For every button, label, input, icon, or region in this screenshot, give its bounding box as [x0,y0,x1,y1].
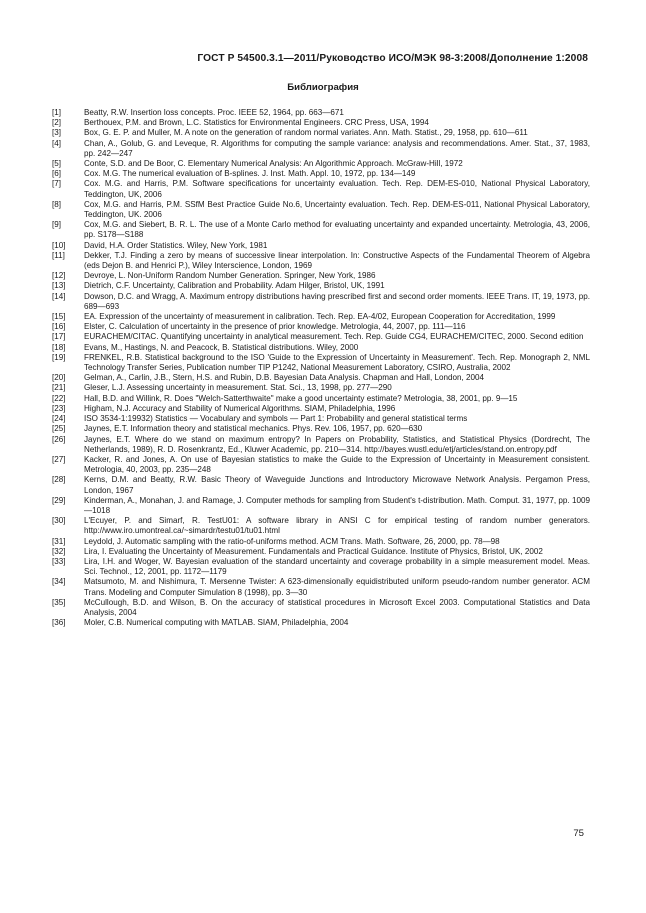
entry-number: [33] [52,556,66,566]
entry-number: [20] [52,373,66,383]
entry-number: [4] [52,138,61,148]
entry-text: Dowson, D.C. and Wragg, A. Maximum entropy distributions having prescribed first and second order moments. IEEE Trans. IT, 19, 1973, pp. 689—693 [84,291,590,311]
entry-number: [8] [52,199,61,209]
bibliography-entry [52,373,590,383]
bibliography-entry [52,220,590,240]
entry-number: [34] [52,577,66,587]
entry-text: Lira, I. Evaluating the Uncertainty of Measurement. Fundamentals and Practical Guidance. Institute of Physics, Bristol, UK, 2002 [84,546,543,556]
bibliography-entry [52,435,590,455]
entry-number: [13] [52,281,66,291]
entry-number: [12] [52,271,66,281]
entry-number: [2] [52,118,61,128]
entry-number: [5] [52,159,61,169]
entry-number: [35] [52,597,66,607]
bibliography-entry [52,537,590,547]
entry-text: Kacker, R. and Jones, A. On use of Bayesian statistics to make the Guide to the Expression of Uncertainty in Measurement consistent. Metrologia, 40, 2003, pp. 235—248 [84,454,590,475]
entry-number: [10] [52,240,66,250]
bibliography-entry [52,404,590,414]
bibliography-entry [52,281,590,291]
bibliography-entry [52,271,590,281]
bibliography-entry [52,332,590,342]
entry-text: Beatty, R.W. Insertion loss concepts. Proc. IEEE 52, 1964, pp. 663—671 [84,108,344,117]
entry-number: [32] [52,546,66,556]
entry-number: [9] [52,220,61,230]
entry-number: [31] [52,536,66,546]
bibliography-entry [52,292,590,312]
entry-text: EURACHEM/CITAC. Quantifying uncertainty in analytical measurement. Tech. Rep. Guide CG4, EURACHEM/CITEC, 2000. Second edition [84,332,584,342]
entry-text: Conte, S.D. and De Boor, C. Elementary Numerical Analysis: An Algorithmic Approach. McGraw-Hill, 1972 [84,159,463,169]
bibliography-entry [52,577,590,597]
entry-text: Higham, N.J. Accuracy and Stability of Numerical Algorithms. SIAM, Philadelphia, 1996 [84,403,396,413]
entry-number: [36] [52,618,66,628]
bibliography-list [52,108,590,628]
entry-number: [28] [52,475,66,485]
bibliography-entry [52,516,590,536]
bibliography-entry [52,547,590,557]
entry-number: [17] [52,332,66,342]
entry-text: Cox. M.G. and Harris, P.M. Software specifications for uncertainty evaluation. Tech. Rep. DEM-ES-010, National Physical Laboratory, Teddington, UK, 2006 [84,179,590,199]
entry-text: Hall, B.D. and Willink, R. Does "Welch-Satterthwaite" make a good uncertainty estimate? Metrologia, 38, 2001, pp. 9—15 [84,393,518,403]
bibliography-entry [52,383,590,393]
bibliography-entry [52,557,590,577]
entry-number: [3] [52,128,61,138]
entry-number: [14] [52,291,66,301]
bibliography-entry [52,169,590,179]
bibliography-entry [52,598,590,618]
entry-number: [25] [52,424,66,434]
entry-text: Dietrich, C.F. Uncertainty, Calibration and Probability. Adam Hilger, Bristol, UK, 1991 [84,281,385,291]
entry-text: L'Ecuyer, P. and Simarf, R. TestU01: A software library in ANSI C for empirical testing of random number generators. http://www.iro.umontreal.ca/~simardr/testu01/tu01.html [84,516,590,536]
entry-number: [24] [52,414,66,424]
bibliography-entry [52,343,590,353]
bibliography-entry [52,394,590,404]
entry-text: Matsumoto, M. and Nishimura, T. Mersenne Twister: A 623-dimensionally equidistributed uniform pseudo-random number generator. ACM Trans. Modeling and Computer Simulation 8 (1998), pp. 3—30 [84,577,590,597]
entry-text: ISO 3534-1:19932) Statistics — Vocabulary and symbols — Part 1: Probability and general statistical terms [84,414,468,424]
entry-text: Box, G. E. P. and Muller, M. A note on the generation of random normal variates. Ann. Math. Statist., 29, 1958, pp. 610—611 [84,128,528,138]
entry-number: [21] [52,383,66,393]
entry-number: [26] [52,434,66,444]
entry-number: [7] [52,179,61,189]
page-title: Библиография [287,82,359,93]
bibliography-entry [52,200,590,220]
bibliography-entry [52,241,590,251]
bibliography-entry [52,108,590,118]
entry-text: Devroye, L. Non-Uniform Random Number Generation. Springer, New York, 1986 [84,271,376,281]
bibliography-entry [52,496,590,516]
bibliography-entry [52,414,590,424]
entry-text: Chan, A., Golub, G. and Leveque, R. Algorithms for computing the sample variance: analysis and recommendations. Amer. Stat., 37, 1983, pp. 242—247 [84,138,590,158]
entry-text: Lira, I.H. and Woger, W. Bayesian evaluation of the standard uncertainty and coverage probability in a simple measurement model. Meas. Sci. Technol., 12, 2001, pp. 1172—1179 [84,556,590,577]
entry-text: Kinderman, A., Monahan, J. and Ramage, J. Computer methods for sampling from Student's t-distribution. Math. Comput. 31, 1977, pp. 1009—1018 [84,495,590,515]
entry-number: [15] [52,312,66,322]
entry-text: McCullough, B.D. and Wilson, B. On the accuracy of statistical procedures in Microsoft Excel 2003. Computational Statistics and Data Analysis, 2004 [84,597,590,617]
bibliography-entry [52,179,590,199]
bibliography-entry [52,353,590,373]
entry-text: Elster, C. Calculation of uncertainty in the presence of prior knowledge. Metrologia, 44, 2007, pp. 111—116 [84,322,466,332]
entry-text: Jaynes, E.T. Information theory and statistical mechanics. Phys. Rev. 106, 1957, pp. 620—630 [84,424,423,434]
entry-text: EA. Expression of the uncertainty of measurement in calibration. Tech. Rep. EA-4/02, European Cooperation for Accreditation, 1999 [84,312,556,322]
entry-text: FRENKEL, R.B. Statistical background to the ISO 'Guide to the Expression of Uncertainty in Measurement'. Tech. Rep. Monograph 2, NML Technology Transfer Series, Publication number TIP P1242, National Measurement Laboratory, CSIRO, Australia, 2002 [84,352,590,373]
entry-text: Jaynes, E.T. Where do we stand on maximum entropy? In Papers on Probability, Statistics, and Statistical Physics (Dordrecht, The Netherlands, 1989), R. D. Rosenkrantz, Ed., Kluwer Academic, pp. 210—314. http://bayes.wustl.edu/etj/articles/stand.on.entropy.pdf [84,434,590,454]
bibliography-entry [52,322,590,332]
entry-text: Cox, M.G. and Siebert, B. R. L. The use of a Monte Carlo method for evaluating uncertainty and expanded uncertainty. Metrologia, 43, 2006, pp. S178—S188 [84,220,590,240]
entry-number: [11] [52,250,65,260]
entry-text: Dekker, T.J. Finding a zero by means of successive linear interpolation. In: Constructive Aspects of the Fundamental Theorem of Algebra (eds Dejon B. and Henrici P.), Wiley Interscience, London, 1969 [84,250,590,271]
entry-text: Kerns, D.M. and Beatty, R.W. Basic Theory of Waveguide Junctions and Introductory Microwave Network Analysis. Pergamon Press, London, 1967 [84,475,590,495]
bibliography-entry [52,251,590,271]
entry-number: [30] [52,516,66,526]
bibliography-entry [52,312,590,322]
entry-text: Berthouex, P.M. and Brown, L.C. Statistics for Environmental Engineers. CRC Press, USA, 1994 [84,118,429,128]
entry-number: [18] [52,342,66,352]
entry-number: [29] [52,495,66,505]
entry-number: [27] [52,454,66,464]
entry-number: [16] [52,322,66,332]
bibliography-entry [52,118,590,128]
entry-text: Cox. M.G. The numerical evaluation of B-splines. J. Inst. Math. Appl. 10, 1972, pp. 134—149 [84,169,416,179]
entry-text: Gleser, L.J. Assessing uncertainty in measurement. Stat. Sci., 13, 1998, pp. 277—290 [84,383,392,393]
bibliography-entry [52,424,590,434]
entry-text: David, H.A. Order Statistics. Wiley, New York, 1981 [84,240,268,250]
entry-number: [6] [52,169,61,179]
entry-text: Leydold, J. Automatic sampling with the ratio-of-uniforms method. ACM Trans. Math. Software, 26, 2000, pp. 78—98 [84,536,500,546]
bibliography-entry [52,455,590,475]
entry-number: [23] [52,403,66,413]
entry-text: Gelman, A., Carlin, J.B., Stern, H.S. and Rubin, D.B. Bayesian Data Analysis. Chapman and Hall, London, 2004 [84,373,484,383]
document-header: ГОСТ Р 54500.3.1—2011/Руководство ИСО/МЭК 98-3:2008/Дополнение 1:2008 [197,53,588,64]
bibliography-entry [52,475,590,495]
bibliography-entry [52,128,590,138]
entry-number: [19] [52,352,66,362]
entry-number: [1] [52,108,61,117]
page-number: 75 [573,828,584,839]
bibliography-entry [52,139,590,159]
entry-text: Cox, M.G. and Harris, P.M. SSfM Best Practice Guide No.6, Uncertainty evaluation. Tech. Rep. DEM-ES-011, National Physical Laboratory, Teddington, UK. 2006 [84,199,590,220]
entry-text: Evans, M., Hastings, N. and Peacock, B. Statistical distributions. Wiley, 2000 [84,342,359,352]
bibliography-entry [52,159,590,169]
bibliography-entry [52,618,590,628]
entry-text: Moler, C.B. Numerical computing with MATLAB. SIAM, Philadelphia, 2004 [84,618,349,628]
entry-number: [22] [52,393,66,403]
